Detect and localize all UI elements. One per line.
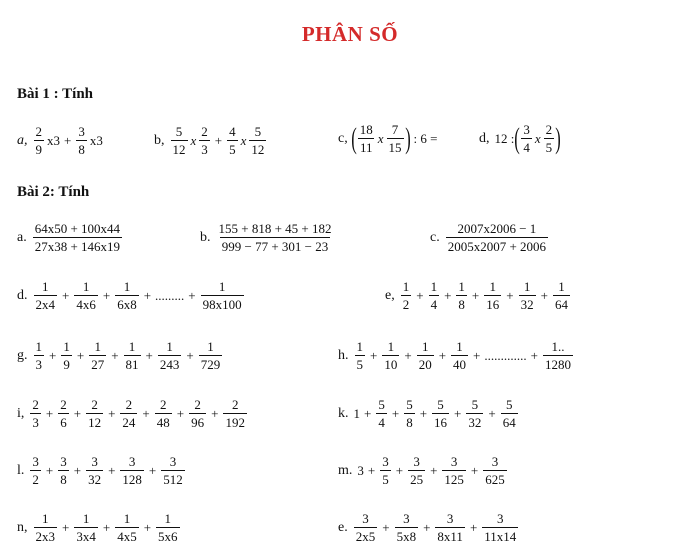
denominator: 2 [402, 297, 410, 312]
numerator: 3 [491, 454, 499, 469]
operator: + [45, 463, 54, 478]
problem-label: l. [17, 462, 25, 478]
operator: + [473, 348, 481, 363]
fraction [171, 125, 188, 156]
denominator: 3 [35, 357, 42, 372]
denominator: 128 [122, 472, 142, 487]
term: x3 [47, 133, 60, 148]
denominator: 12 [251, 142, 265, 157]
fraction [355, 340, 366, 371]
denominator: 5x6 [158, 529, 178, 544]
numerator: 3 [382, 454, 389, 469]
numerator: 1 [63, 339, 70, 354]
denominator: 8 [458, 297, 465, 312]
fraction [395, 512, 419, 543]
exercise-2g [17, 340, 224, 371]
problem-label: n, [17, 519, 28, 535]
numerator: 2 [231, 397, 239, 412]
problem-label: g. [17, 347, 28, 363]
numerator: 5 [471, 397, 479, 412]
problem-label: h. [338, 347, 349, 363]
denominator: 4 [523, 140, 530, 155]
denominator: 4x6 [76, 297, 96, 312]
fraction [417, 340, 434, 371]
numerator: 1 [489, 279, 496, 294]
numerator: 3 [497, 511, 504, 526]
denominator: 27 [91, 357, 105, 372]
numerator: 2 [32, 397, 39, 412]
denominator: 40 [453, 357, 467, 372]
denominator: 2x5 [355, 529, 376, 544]
fraction [86, 398, 103, 429]
denominator: 96 [191, 415, 205, 430]
fraction [189, 398, 206, 429]
denominator: 2 [32, 472, 39, 487]
numerator: 1 [123, 511, 131, 526]
operator: + [214, 133, 223, 148]
fraction [201, 280, 244, 311]
operator: + [73, 463, 82, 478]
fraction [58, 455, 69, 486]
exercise-2m [338, 455, 509, 486]
denominator: 15 [388, 140, 402, 155]
numerator: 1 [402, 279, 410, 294]
numerator: 1 [94, 339, 101, 354]
operator: + [188, 288, 196, 303]
denominator: 8 [406, 415, 413, 430]
fraction [61, 340, 72, 371]
operator: + [391, 406, 400, 421]
fraction [120, 398, 137, 429]
denominator: 11 [359, 140, 373, 155]
numerator: 3 [60, 454, 67, 469]
numerator: 1 [430, 279, 438, 294]
numerator: 3 [403, 511, 410, 526]
numerator: 1 [558, 279, 565, 294]
numerator: 1 [458, 279, 465, 294]
denominator: 5 [356, 357, 363, 372]
exercise-2a [17, 222, 124, 253]
fraction [435, 512, 465, 543]
denominator: 512 [163, 472, 183, 487]
fraction [501, 398, 518, 429]
times-sign: x [534, 131, 541, 146]
fraction [161, 455, 185, 486]
numerator: 1 [456, 339, 463, 354]
fraction [456, 280, 467, 311]
numerator: 3 [450, 454, 458, 469]
denominator: 81 [125, 357, 139, 372]
fraction [156, 512, 180, 543]
numerator: 64x50 + 100x44 [34, 221, 121, 236]
fraction [74, 280, 98, 311]
numerator: 1 [82, 279, 90, 294]
numerator: 1.. [551, 339, 565, 354]
exercise-2c [430, 222, 550, 253]
numerator: 3 [91, 454, 98, 469]
denominator: 32 [468, 415, 482, 430]
exercise-2n [17, 512, 182, 543]
term: : 6 = [413, 131, 438, 146]
fraction [519, 280, 536, 311]
operator: + [142, 406, 150, 421]
exercise-2h [338, 340, 575, 371]
term: 3 [357, 463, 364, 478]
fraction [199, 340, 223, 371]
fraction [483, 455, 507, 486]
numerator: 1 [42, 511, 49, 526]
exercise-2e [385, 280, 572, 311]
operator: + [62, 520, 70, 535]
operator: + [419, 406, 428, 421]
numerator: 2 [125, 397, 133, 412]
exercise-1d [479, 123, 560, 154]
operator: + [506, 288, 514, 303]
fraction [89, 340, 106, 371]
problem-label: d, [479, 130, 490, 146]
numerator: 155 + 818 + 45 + 182 [218, 221, 332, 236]
problem-label: k. [338, 405, 349, 421]
fraction [34, 125, 45, 156]
denominator: 3x4 [76, 529, 96, 544]
denominator: 64 [554, 297, 568, 312]
fraction [249, 125, 266, 156]
operator: + [145, 348, 153, 363]
page-title: PHÂN SỐ [301, 22, 399, 46]
exercise-2l [17, 455, 187, 486]
denominator: 5 [545, 140, 553, 155]
numerator: 1 [164, 511, 172, 526]
problem-label: c. [430, 229, 440, 245]
operator: + [540, 288, 548, 303]
fraction [223, 398, 247, 429]
problem-label: c, [338, 130, 348, 146]
numerator: 1 [387, 339, 395, 354]
right-paren: ) [404, 122, 411, 155]
operator: + [143, 288, 152, 303]
denominator: 12 [172, 142, 186, 157]
denominator: 1280 [544, 357, 571, 372]
numerator: 5 [254, 124, 262, 139]
denominator: 192 [225, 415, 245, 430]
denominator: 11x14 [484, 529, 517, 544]
fraction [521, 123, 532, 154]
numerator: 3 [446, 511, 454, 526]
numerator: 1 [35, 339, 42, 354]
fraction [442, 455, 466, 486]
operator: + [62, 288, 70, 303]
numerator: 3 [78, 124, 85, 139]
fraction [451, 340, 468, 371]
operator: + [143, 520, 152, 535]
problem-label: a. [17, 229, 27, 245]
denominator: 3 [32, 415, 39, 430]
fraction [484, 280, 501, 311]
denominator: 20 [418, 357, 432, 372]
exercise-2k [338, 398, 520, 429]
operator: + [469, 520, 478, 535]
numerator: 2 [91, 397, 98, 412]
denominator: 10 [384, 357, 398, 372]
denominator: 16 [486, 297, 500, 312]
denominator: 9 [35, 142, 42, 157]
denominator: 4x5 [117, 529, 137, 544]
fraction [34, 280, 58, 311]
numerator: 3 [32, 454, 39, 469]
left-paren: ( [514, 122, 521, 155]
denominator: 243 [159, 357, 180, 372]
denominator: 3 [201, 142, 208, 157]
operator: + [430, 463, 438, 478]
fraction [76, 125, 87, 156]
denominator: 125 [444, 472, 464, 487]
operator: + [530, 348, 538, 363]
denominator: 2x3 [35, 529, 55, 544]
numerator: 3 [523, 122, 530, 137]
exercise-2e-second [338, 512, 520, 543]
fraction [401, 280, 412, 311]
operator: + [64, 133, 72, 148]
operator: + [176, 406, 185, 421]
denominator: 16 [434, 415, 448, 430]
denominator: 5 [229, 142, 236, 157]
denominator: 98x100 [202, 297, 242, 312]
numerator: 3 [128, 454, 136, 469]
exercise-2d [17, 280, 246, 311]
fraction [404, 398, 415, 429]
denominator: 2x4 [35, 297, 55, 312]
denominator: 6x8 [117, 297, 137, 312]
term: 1 [353, 406, 360, 421]
problem-label: e. [338, 519, 348, 535]
fraction [376, 398, 387, 429]
numerator: 1 [123, 279, 131, 294]
operator: + [423, 520, 431, 535]
times-sign: x [377, 131, 384, 146]
fraction [158, 340, 182, 371]
exercise-2b [200, 222, 336, 253]
fraction [358, 123, 375, 154]
fraction [544, 123, 555, 154]
operator: + [45, 406, 54, 421]
problem-label: m. [338, 462, 353, 478]
term: 12 : [494, 131, 515, 146]
operator: + [76, 348, 85, 363]
numerator: 2 [201, 124, 208, 139]
numerator: 2007x2006 − 1 [457, 221, 537, 236]
fraction [86, 455, 103, 486]
numerator: 2 [194, 397, 201, 412]
operator: + [367, 463, 376, 478]
denominator: 48 [156, 415, 170, 430]
fraction [432, 398, 449, 429]
operator: + [73, 406, 82, 421]
problem-label: e, [385, 287, 395, 303]
fraction [553, 280, 570, 311]
fraction [33, 222, 122, 253]
exercise-1-heading: Bài 1 : Tính [17, 86, 94, 102]
numerator: 1 [356, 339, 363, 354]
fraction [408, 455, 425, 486]
fraction [155, 398, 172, 429]
fraction [466, 398, 483, 429]
operator: + [488, 406, 496, 421]
fraction [30, 398, 41, 429]
numerator: 4 [229, 124, 236, 139]
fraction [227, 125, 238, 156]
fraction [387, 123, 404, 154]
numerator: 5 [175, 124, 183, 139]
operator: + [49, 348, 57, 363]
times-sign: x [240, 133, 247, 148]
denominator: 32 [520, 297, 534, 312]
fraction [199, 125, 210, 156]
numerator: 1 [128, 339, 136, 354]
operator: + [148, 463, 157, 478]
numerator: 2 [35, 124, 42, 139]
denominator: 64 [502, 415, 516, 430]
fraction [30, 455, 41, 486]
fraction [74, 512, 98, 543]
denominator: 9 [63, 357, 70, 372]
fraction [217, 222, 334, 253]
numerator: 3 [413, 454, 420, 469]
operator: + [102, 520, 111, 535]
ellipsis: ............. [484, 348, 527, 363]
problem-label: a, [17, 132, 28, 148]
numerator: 2 [545, 122, 553, 137]
numerator: 2 [160, 397, 167, 412]
ellipsis: ......... [155, 288, 185, 303]
operator: + [416, 288, 424, 303]
denominator: 24 [122, 415, 136, 430]
operator: + [186, 348, 194, 363]
numerator: 1 [523, 279, 531, 294]
denominator: 999 − 77 + 301 − 23 [221, 239, 329, 254]
operator: + [211, 406, 219, 421]
denominator: 27x38 + 146x19 [34, 239, 121, 254]
operator: + [382, 520, 390, 535]
denominator: 625 [485, 472, 505, 487]
operator: + [470, 463, 479, 478]
fraction [115, 512, 139, 543]
times-sign: x [190, 133, 197, 148]
numerator: 3 [169, 454, 177, 469]
operator: + [108, 406, 116, 421]
fraction [429, 280, 440, 311]
operator: + [471, 288, 480, 303]
denominator: 5 [382, 472, 389, 487]
numerator: 5 [437, 397, 444, 412]
denominator: 2005x2007 + 2006 [447, 239, 547, 254]
numerator: 3 [362, 511, 369, 526]
operator: + [454, 406, 462, 421]
operator: + [438, 348, 447, 363]
fraction [482, 512, 518, 543]
numerator: 5 [505, 397, 513, 412]
numerator: 1 [166, 339, 173, 354]
fraction [120, 455, 144, 486]
operator: + [102, 288, 111, 303]
exercise-2i [17, 398, 249, 429]
exercise-1c [338, 123, 438, 154]
operator: + [404, 348, 412, 363]
problem-label: b. [200, 229, 211, 245]
operator: + [364, 406, 372, 421]
denominator: 25 [410, 472, 424, 487]
fraction [34, 340, 45, 371]
operator: + [395, 463, 404, 478]
numerator: 1 [82, 511, 90, 526]
left-paren: ( [350, 122, 357, 155]
denominator: 4 [430, 297, 438, 312]
numerator: 1 [218, 279, 226, 294]
denominator: 32 [88, 472, 102, 487]
exercise-2-heading: Bài 2: Tính [17, 184, 90, 200]
denominator: 8x11 [437, 529, 463, 544]
fraction [124, 340, 141, 371]
numerator: 18 [359, 122, 373, 137]
denominator: 729 [200, 357, 221, 372]
exercise-1a [17, 125, 104, 156]
problem-label: d. [17, 287, 28, 303]
denominator: 12 [88, 415, 102, 430]
problem-label: i, [17, 405, 25, 421]
numerator: 1 [42, 279, 49, 294]
fraction [543, 340, 573, 371]
operator: + [108, 463, 116, 478]
fraction [34, 512, 58, 543]
fraction [115, 280, 139, 311]
denominator: 8 [78, 142, 85, 157]
denominator: 5x8 [396, 529, 417, 544]
numerator: 1 [207, 339, 214, 354]
denominator: 6 [60, 415, 67, 430]
numerator: 5 [406, 397, 413, 412]
numerator: 7 [391, 122, 399, 137]
numerator: 5 [378, 397, 385, 412]
fraction [58, 398, 69, 429]
denominator: 4 [378, 415, 385, 430]
fraction [380, 455, 391, 486]
exercise-1b [154, 125, 268, 156]
fraction [382, 340, 399, 371]
fraction [354, 512, 378, 543]
operator: + [370, 348, 378, 363]
operator: + [444, 288, 452, 303]
numerator: 1 [421, 339, 429, 354]
denominator: 8 [60, 472, 67, 487]
fraction [446, 222, 548, 253]
right-paren: ) [555, 122, 561, 155]
problem-label: b, [154, 132, 165, 148]
numerator: 2 [60, 397, 67, 412]
operator: + [111, 348, 119, 363]
term: x3 [89, 133, 103, 148]
